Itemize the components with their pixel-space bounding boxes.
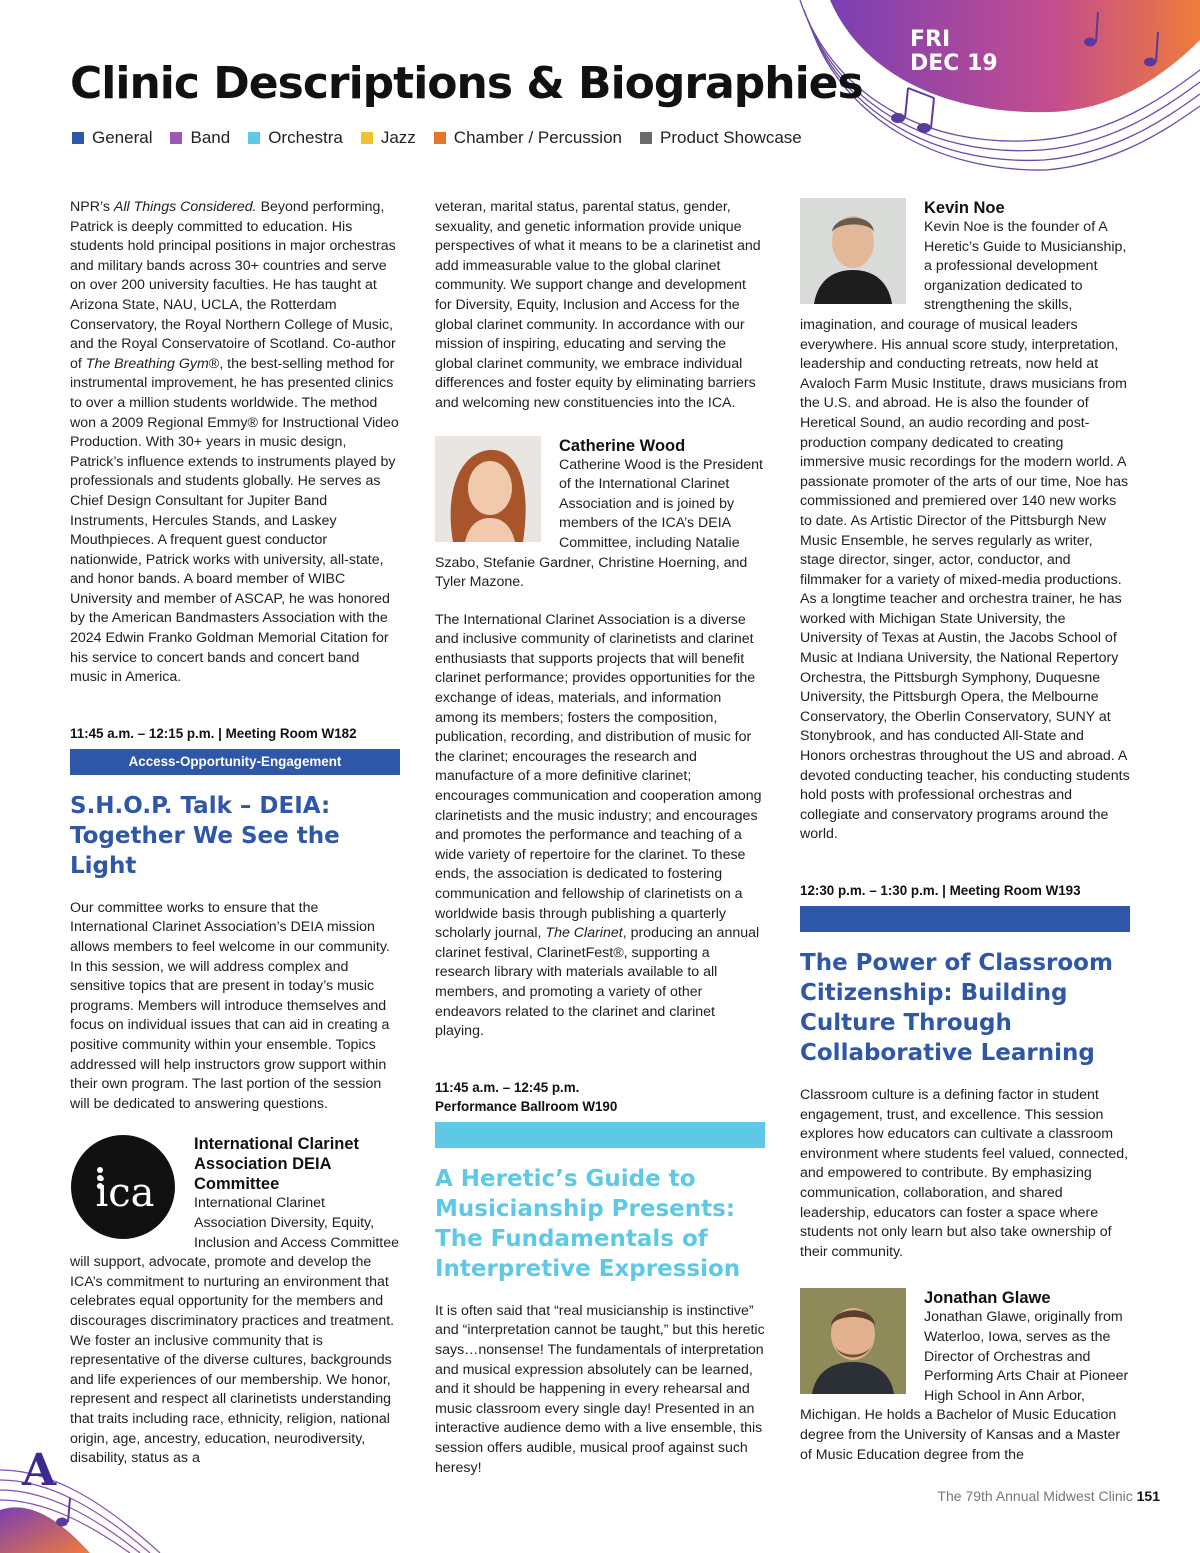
portrait-photo-catherine-wood (435, 436, 541, 542)
category-legend (72, 128, 802, 148)
session-title-line: The Power of Classroom (800, 950, 1113, 976)
session-description: Classroom culture is a defining factor in student engagement, trust, and excellence. This session explores how educators can cultivate a classroom environment where students feel valued, connected, and empowered to contribute. By emphasizing communication, collaboration, and shared leadership, educators can foster a space where students not only learn but also take ownership of their community. (800, 1087, 1129, 1260)
bio-continuation-text: veteran, marital status, parental status, gender, sexuality, and genetic information provide unique perspectives of what it means to be a clarinetist and add immeasurable value to the global clarinet community. We support change and development for Diversity, Equity, Inclusion and Access for the global clarinet community. In accordance with our mission of inspiring, educating and serving the global clarinet community, we embrace individual differences and foster equity by eliminating barriers and welcoming new constituencies into the ICA. (435, 199, 761, 411)
session-title-line: Interpretive Expression (435, 1255, 741, 1282)
legend-label: Product Showcase (659, 128, 802, 147)
legend-item-band (170, 128, 230, 148)
session-time-room: 12:30 p.m. – 1:30 p.m. | Meeting Room W193 (800, 883, 1081, 898)
session-time-room: 11:45 a.m. – 12:15 p.m. | Meeting Room W182 (70, 725, 357, 741)
session-title (435, 1164, 765, 1284)
legend-item-product (640, 128, 802, 148)
legend-label: Jazz (380, 128, 416, 147)
legend-label: General (92, 128, 153, 147)
bio-catherine-wood (435, 436, 765, 593)
italic-title: All Things Considered. (113, 199, 257, 215)
bio-name: International Clarinet Association DEIA Committee (194, 1135, 360, 1194)
bio-jonathan-glawe (800, 1288, 1130, 1465)
track-bar: Access-Opportunity-Engagement (70, 749, 400, 775)
ica-description (435, 611, 765, 1042)
text-run: Beyond performing, Patrick is deeply committed to education. His students hold principal positions in major orchestras and military bands across 30+ countries and serve on over 200 university faculties. He has taught at Arizona State, NAU, UCLA, the Rotterdam Conservatory, the Royal Northern College of Music, and the Royal Conservatoire of Scotland. Co-author of (70, 199, 396, 372)
session-title-line: Citizenship: Building (800, 980, 1068, 1006)
legend-swatch-product (640, 132, 652, 144)
column-2 (435, 198, 765, 1478)
session-title-line: Together We See the Light (70, 822, 340, 879)
session-time: 11:45 a.m. – 12:45 p.m. (435, 1079, 580, 1095)
bio-kevin-noe (800, 198, 1130, 845)
bio-name: Jonathan Glawe (924, 1289, 1051, 1308)
portrait-photo-kevin-noe (800, 198, 906, 304)
italic-title: The Clarinet (545, 925, 623, 942)
bio-name: Kevin Noe (924, 199, 1005, 217)
legend-swatch-jazz (361, 132, 373, 144)
legend-item-jazz (361, 128, 416, 148)
page-footer (937, 1488, 1160, 1504)
bio-continuation-text (70, 198, 400, 688)
session-room: Performance Ballroom W190 (435, 1098, 618, 1114)
session-title-line: Culture Through (800, 1010, 1012, 1036)
legend-item-general (72, 128, 152, 148)
legend-label: Chamber / Percussion (453, 128, 622, 147)
text-run: NPR’s (70, 199, 114, 215)
music-clef-decoration (0, 1440, 170, 1553)
legend-swatch-band (170, 132, 182, 144)
publication-name: The 79th Annual Midwest Clinic (937, 1488, 1133, 1504)
bio-text: Jonathan Glawe, originally from Waterloo, Iowa, serves as the Director of Orchestras and Performing Arts Chair at Pioneer High School in Ann Arbor, Michigan. He holds a Bachelor of Music Education degree from the University of Kansas and a Master of Music Education degree from the (800, 1309, 1129, 1463)
bio-text: International Clarinet Association Diversity, Equity, Inclusion and Access Committee will support, advocate, promote and develop the ICA’s commitment to nurturing an environment that celebrates equal opportunity for the members and discourages discriminatory practices and treatment. We foster an inclusive community that is representative of the diverse cultures, backgrounds and life experiences of our membership. We honor, represent and respect all clarinetists understanding that traits including race, ethnicity, religion, national origin, age, ancestry, education, neurodiversity, disability, status as a (70, 1195, 400, 1467)
bio-ica-committee (70, 1134, 400, 1468)
legend-swatch-chamber (434, 132, 446, 144)
column-1 (70, 198, 400, 1469)
italic-title: The Breathing Gym (85, 355, 209, 372)
column-3 (800, 198, 1130, 1465)
session-title-line: Collaborative Learning (800, 1040, 1095, 1066)
legend-label: Band (190, 128, 231, 147)
session-title (70, 791, 400, 881)
session-title-line: The Fundamentals of (435, 1225, 708, 1252)
track-bar (435, 1122, 765, 1148)
portrait-photo-jonathan-glawe (800, 1288, 906, 1394)
text-run: ®, the best-selling method for instrumental improvement, he has presented clinics to over a million students worldwide. The method won a 2009 Regional Emmy® for Instructional Video Production. With 30+ years in music design, Patrick’s influence extends to instruments played by professionals and students globally. He serves as Chief Design Consultant for Jupiter Band Instruments, Hercules Stands, and Laskey Mouthpieces. A frequent guest conductor nationwide, Patrick works with university, all-state, and honor bands. A board member of WIBC University and member of ASCAP, he was honored by the American Bandmasters Association with the 2024 Edwin Franko Goldman Memorial Citation for his service to concert bands and concert band music in America. (70, 355, 399, 686)
bio-text: Catherine Wood is the President of the International Clarinet Association and is joined by members of the ICA’s DEIA Committee, including Natalie Szabo, Stefanie Gardner, Christine Hoerning, and Tyler Mazone. (435, 456, 763, 591)
page-title: Clinic Descriptions & Biographies (70, 58, 863, 109)
session-title-line: Musicianship Presents: (435, 1195, 736, 1222)
bio-text: Kevin Noe is the founder of A Heretic’s Guide to Musicianship, a professional development organization dedicated to strengthening the skills, imagination, and courage of musical leaders everywhere. His annual score study, interpretation, leadership and conducting retreats, now held at Avaloch Farm Music Institute, draws musicians from the U.S. and abroad. He is also the founder of Heretical Sound, an audio recording and post-production company dedicated to creating immersive music recordings for the modern world. A passionate promoter of the arts of our time, Noe has commissioned and premiered over 140 new works to date. As Artistic Director of the Pittsburgh New Music Ensemble, he serves regularly as writer, stage director, singer, actor, conductor, and filmmaker for a variety of mixed-media productions. As a longtime teacher and orchestra trainer, he has worked with Michigan State University, the University of Texas at Austin, the Jacobs School of Music at Indiana University, the National Repertory Orchestra, the Pittsburgh Symphony, Duquesne University, the Pittsburgh Opera, the Melbourne Conservatory, the Oberlin Conservatory, SUNY at Stonybrook, and has conducted All-State and Honors orchestras throughout the US and abroad. A devoted conducting teacher, his conducting students hold posts with professional orchestras and collegiate and conservatory programs around the world. (800, 219, 1130, 843)
svg-text:A: A (22, 1445, 57, 1496)
session-description: Our committee works to ensure that the International Clarinet Association’s DEIA mission allows members to feel welcome in our community. In this session, we will address complex and sensitive topics that are present in today’s music programs. Members will introduce themselves and focus on individual issues that can aid in creating a positive community within your ensemble. Topics addressed will help instructors grow support within their own program. The last portion of the session will be dedicated to answering questions. (70, 899, 390, 1112)
page-number: 151 (1136, 1488, 1160, 1504)
text-run: , producing an annual clarinet festival, ClarinetFest®, supporting a research library with materials available to all members, and promoting a variety of other endeavors related to the clarinet and clarinet playing. (435, 925, 760, 1040)
legend-swatch-orchestra (248, 132, 260, 144)
session-title (800, 948, 1130, 1068)
svg-text:ica: ica (95, 1170, 155, 1217)
ica-logo-icon (70, 1134, 176, 1240)
legend-label: Orchestra (268, 128, 343, 147)
session-description: It is often said that “real musicianship is instinctive” and “interpretation cannot be taught,” but this heretic says…nonsense! The fundamentals of interpretation and musical expression absolutely can be learned, and it should be happening in every rehearsal and music classroom every single day! Presented in an interactive audience demo with a live ensemble, this session offers audible, musical proof against such heresy! (435, 1302, 765, 1476)
bio-name: Catherine Wood (559, 436, 686, 455)
text-run: The International Clarinet Association is a diverse and inclusive community of clarinetists and clarinet enthusiasts that supports projects that will benefit clarinet performance; provides opportunities for the exchange of ideas, materials, and information among its members; fosters the composition, publication, recording, and distribution of music for the clarinet; encourages the research and manufacture of a more definitive clarinet; encourages communication and cooperation among clarinetists and the music industry; and encourages and promotes the performance and teaching of a wide variety of repertoire for the clarinet. To these ends, the association is dedicated to fostering communication and fellowship of clarinetists on a worldwide basis through publishing a quarterly scholarly journal, (435, 611, 762, 942)
legend-item-orchestra (248, 128, 343, 148)
legend-swatch-general (72, 132, 84, 144)
date-day: FRI (910, 27, 951, 52)
date-badge (910, 28, 998, 76)
date-date: DEC 19 (910, 51, 998, 76)
session-title-line: A Heretic’s Guide to (435, 1165, 696, 1192)
legend-item-chamber (434, 128, 622, 148)
session-title-line: S.H.O.P. Talk – DEIA: (70, 792, 331, 819)
track-bar (800, 906, 1130, 932)
